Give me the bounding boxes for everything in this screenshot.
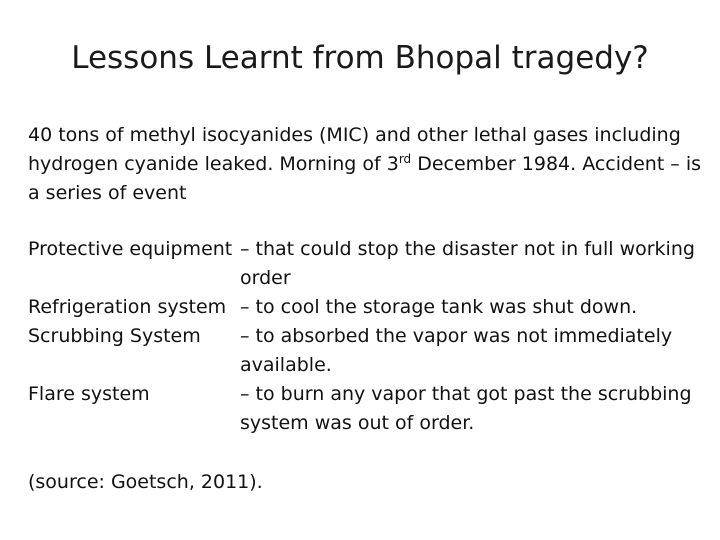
- item-label: Refrigeration system: [28, 296, 227, 318]
- item-label: Protective equipment: [28, 238, 233, 260]
- list-item-scrubbing-system: [28, 322, 708, 380]
- list-item-flare-system: [28, 380, 708, 438]
- slide-title: Lessons Learnt from Bhopal tragedy?: [71, 40, 649, 76]
- source-citation: (source: Goetsch, 2011).: [28, 471, 263, 493]
- intro-text-end: December 1984. Accident – is a series of event: [28, 153, 702, 204]
- item-description: – to absorbed the vapor was not immediately available.: [240, 325, 673, 376]
- intro-text-start: 40 tons of methyl isocyanides (MIC) and other lethal gases including hydrogen cyanide leaked. Morning of 3: [28, 124, 681, 175]
- list-item-protective-equipment: [28, 235, 708, 293]
- intro-paragraph: [28, 121, 708, 208]
- item-description: – that could stop the disaster not in full working order: [240, 238, 695, 289]
- item-description: – to cool the storage tank was shut down.: [240, 296, 638, 318]
- equipment-list: [28, 235, 708, 438]
- item-label: Scrubbing System: [28, 325, 201, 347]
- item-label: Flare system: [28, 383, 150, 405]
- item-description: – to burn any vapor that got past the scrubbing system was out of order.: [240, 383, 692, 434]
- list-item-refrigeration-system: [28, 293, 708, 322]
- ordinal-superscript: rd: [398, 152, 412, 166]
